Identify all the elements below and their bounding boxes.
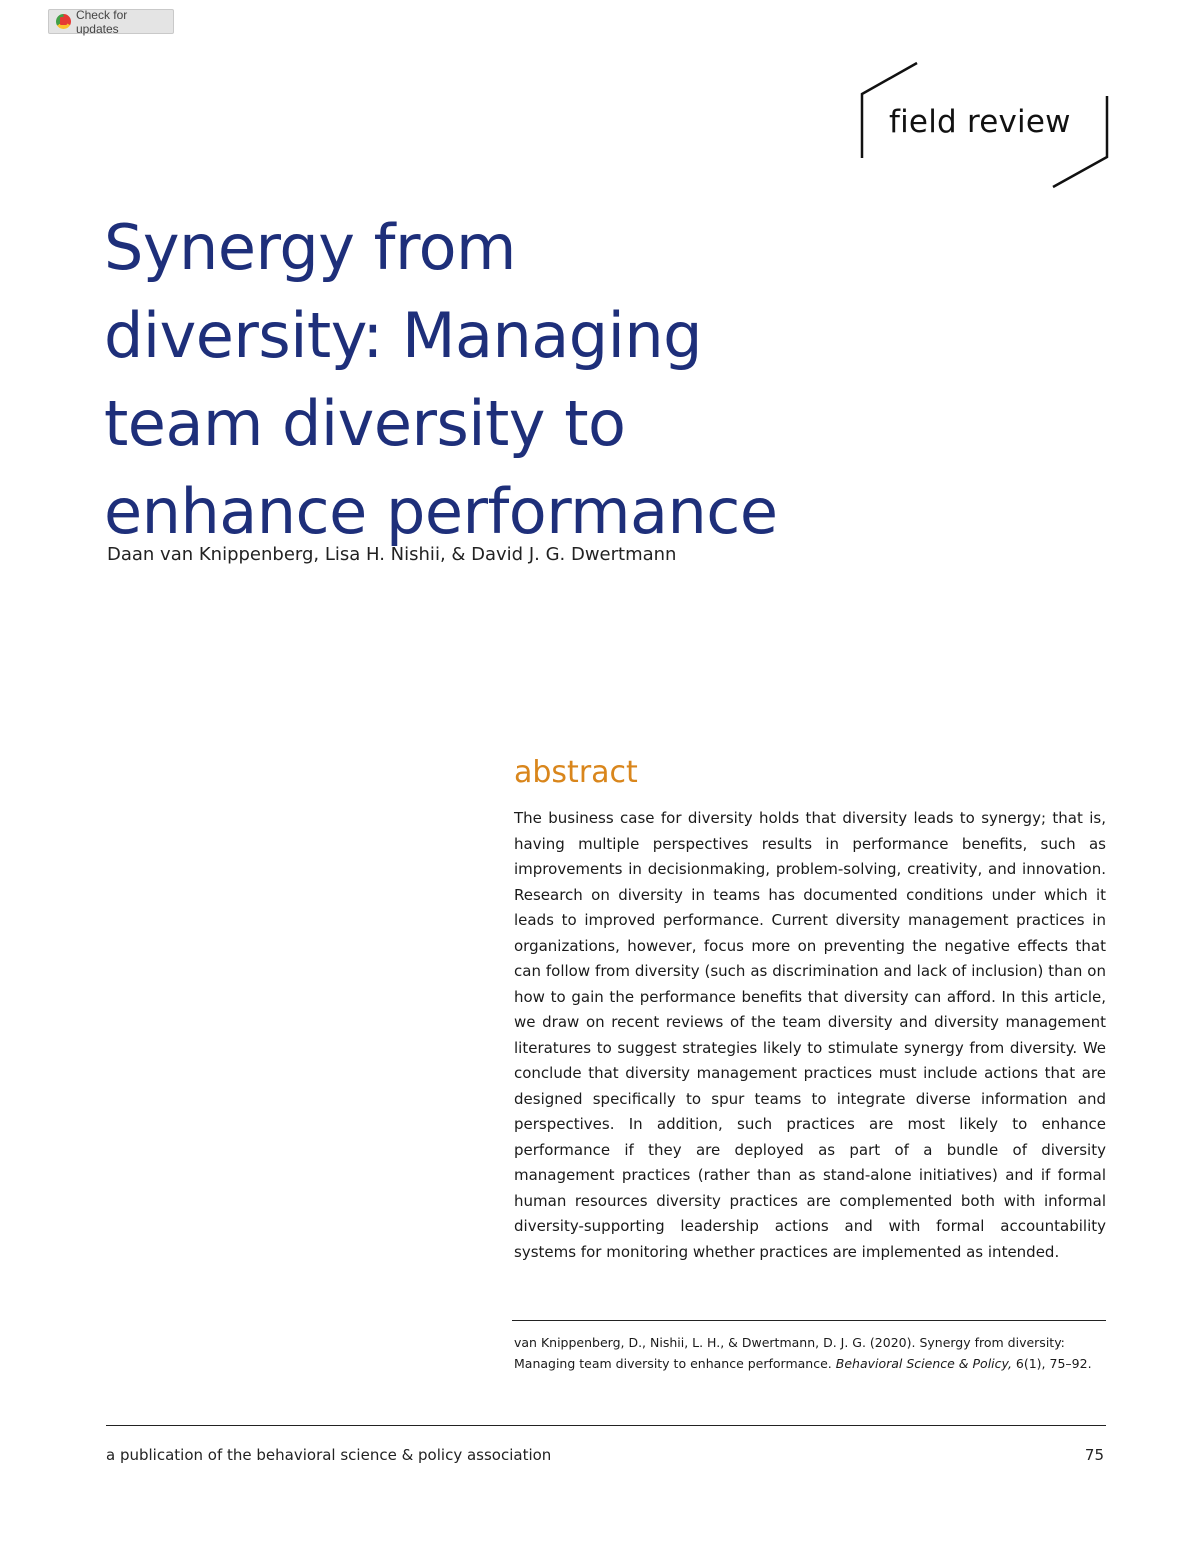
citation-volume-pages: 6(1), 75–92. bbox=[1011, 1356, 1092, 1371]
article-title bbox=[104, 204, 1004, 556]
page-number: 75 bbox=[1084, 1446, 1104, 1464]
abstract-heading: abstract bbox=[514, 755, 638, 790]
footer-divider bbox=[106, 1425, 1106, 1426]
author-list: Daan van Knippenberg, Lisa H. Nishii, & David J. G. Dwertmann bbox=[107, 544, 677, 565]
citation-divider bbox=[512, 1320, 1106, 1321]
section-label: field review bbox=[889, 104, 1071, 140]
check-for-updates-badge[interactable] bbox=[48, 9, 174, 34]
check-for-updates-label: Check for updates bbox=[75, 7, 128, 36]
article-title-line: Synergy from bbox=[104, 211, 516, 284]
crossmark-icon bbox=[56, 14, 71, 29]
abstract-text: The business case for diversity holds that diversity leads to synergy; that is, having multiple perspectives results in performance benefits, such as improvements in decisionmaking, problem-solving, creativity, and innovation. Research on diversity in teams has documented conditions under which it leads to improved performance. Current diversity management practices in organizations, however, focus more on preventing the negative effects that can follow from diversity (such as discrimination and lack of inclusion) than on how to gain the performance benefits that diversity can afford. In this article, we draw on recent reviews of the team diversity and diversity management literatures to suggest strategies likely to stimulate synergy from diversity. We conclude that diversity management practices must include actions that are designed specifically to spur teams to integrate diverse information and perspectives. In addition, such practices are most likely to enhance performance if they are deployed as part of a bundle of diversity management practices (rather than as stand-alone initiatives) and if formal human resources diversity practices are complemented both with informal diversity-supporting leadership actions and with formal accountability systems for monitoring whether practices are implemented as intended. bbox=[514, 809, 1106, 1261]
citation bbox=[514, 1332, 1106, 1374]
footer-publication: a publication of the behavioral science & policy association bbox=[106, 1446, 552, 1464]
citation-journal: Behavioral Science & Policy, bbox=[835, 1356, 1012, 1371]
article-title-line: team diversity to bbox=[104, 387, 626, 460]
article-title-line: enhance performance bbox=[104, 475, 778, 548]
article-title-line: diversity: Managing bbox=[104, 299, 703, 372]
citation-text: van Knippenberg, D., Nishii, L. H., & Dwertmann, D. J. G. (2020). Synergy from diversity: Managing team diversity to enhance performance. bbox=[514, 1335, 1065, 1371]
